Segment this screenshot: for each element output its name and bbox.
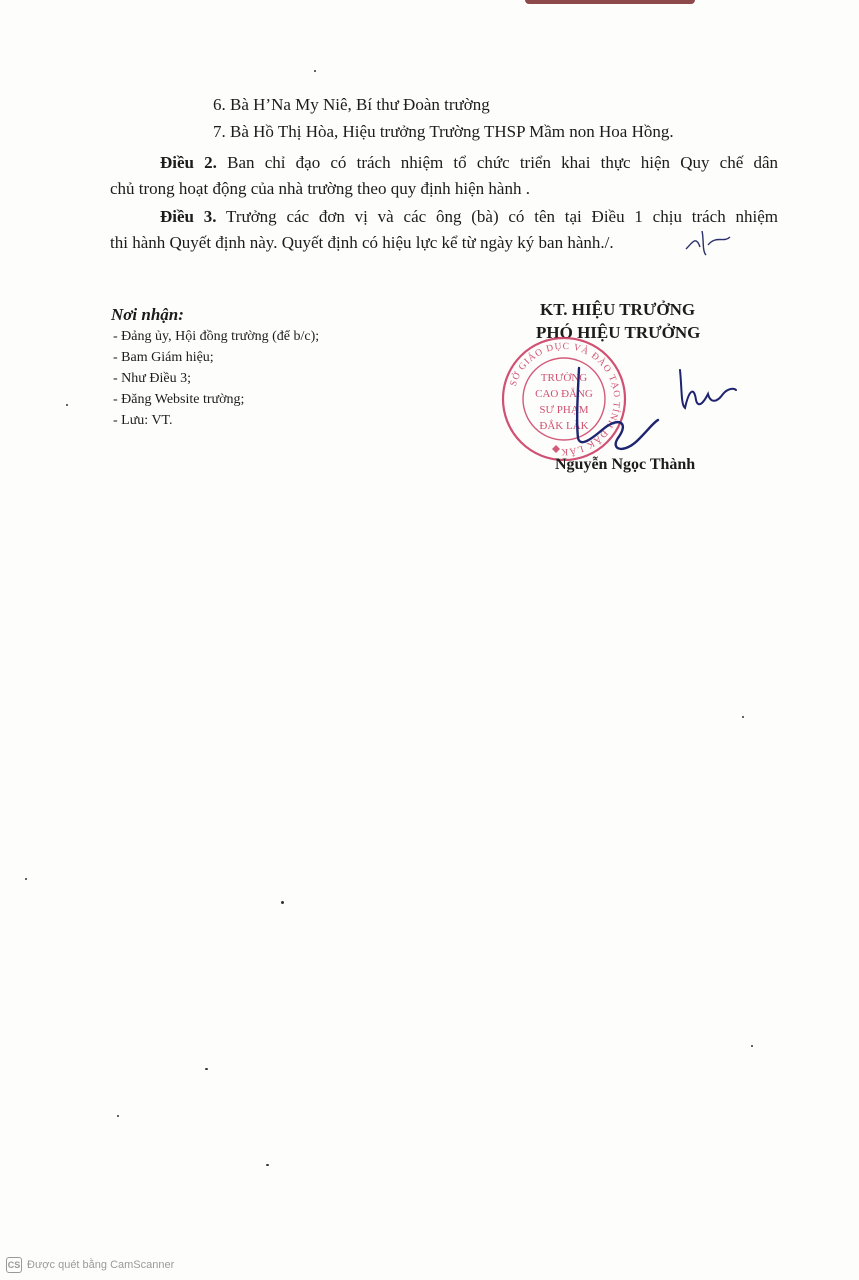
- article-2-label: Điều 2.: [160, 153, 217, 172]
- article-2-text-1: Ban chỉ đạo có trách nhiệm tổ chức triển khai thực hiện Quy chế dân: [227, 153, 779, 172]
- stamp-inner-line: SƯ PHẠM: [539, 404, 589, 416]
- recipient-item: - Bam Giám hiệu;: [113, 350, 214, 365]
- article-2-line-2: chủ trong hoạt động của nhà trường theo quy định hiện hành .: [110, 179, 530, 198]
- signature-title-1: KT. HIỆU TRƯỞNG: [540, 300, 696, 319]
- stamp-inner-line: TRƯỜNG: [540, 372, 588, 384]
- stamp-inner-line: ĐẮK LẮK: [539, 420, 589, 432]
- camscanner-watermark: [6, 1256, 174, 1274]
- signer-name: Nguyễn Ngọc Thành: [555, 456, 696, 473]
- article-2-line-1: [160, 152, 778, 174]
- recipient-item: - Đăng Website trường;: [113, 392, 245, 407]
- recipient-item: - Như Điều 3;: [113, 371, 191, 386]
- member-item-7: 7. Bà Hồ Thị Hòa, Hiệu trưởng Trường THSP Mầm non Hoa Hồng.: [213, 122, 674, 141]
- scan-edge-artifact: [525, 0, 695, 4]
- recipients-title: Nơi nhận:: [111, 305, 184, 324]
- recipient-item: - Đảng ủy, Hội đồng trường (để b/c);: [113, 329, 320, 344]
- camscanner-text: Được quét bằng CamScanner: [27, 1259, 175, 1271]
- initials-mark: [682, 225, 734, 259]
- handwritten-signature: [548, 360, 748, 470]
- recipient-item: - Lưu: VT.: [113, 413, 173, 428]
- stamp-inner-line: CAO ĐẲNG: [535, 388, 593, 400]
- stamp-outer-text: SỞ GIÁO DỤC VÀ ĐÀO TẠO TỈNH ĐẮK LẮK: [508, 341, 622, 457]
- article-3-text-1: Trưởng các đơn vị và các ông (bà) có tên tại Điều 1 chịu trách nhiệm: [226, 207, 778, 226]
- recipients-list: [113, 326, 319, 431]
- article-3-line-2: thi hành Quyết định này. Quyết định có hiệu lực kể từ ngày ký ban hành./.: [110, 233, 614, 252]
- camscanner-logo-icon: CS: [6, 1257, 22, 1273]
- member-item-6: 6. Bà H’Na My Niê, Bí thư Đoàn trường: [213, 95, 490, 114]
- signature-title-2: PHÓ HIỆU TRƯỞNG: [536, 323, 701, 342]
- article-3-label: Điều 3.: [160, 207, 217, 226]
